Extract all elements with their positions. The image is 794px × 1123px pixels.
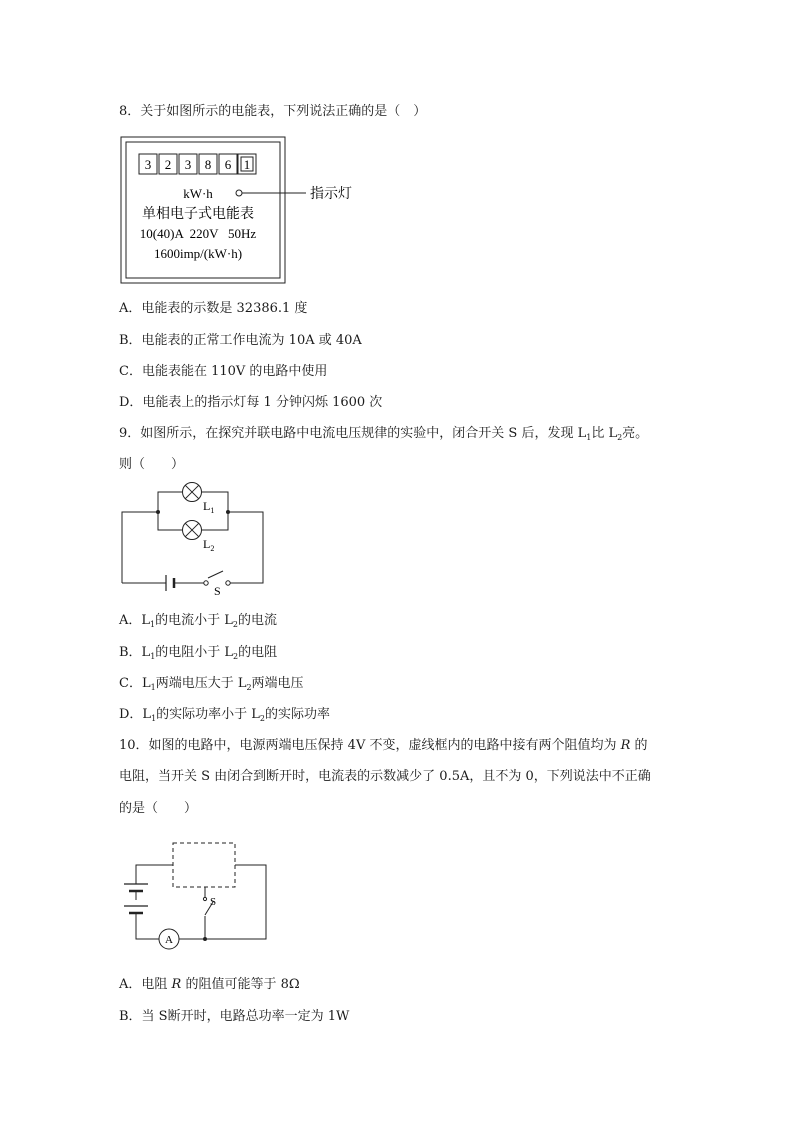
parallel-circuit-figure [118, 480, 268, 600]
meter-name: 单相电子式电能表 [142, 207, 254, 222]
meter-digit: 6 [224, 157, 232, 172]
q8-option-d: D．电能表上的指示灯每 1 分钟闪烁 1600 次 [119, 395, 383, 410]
lamp-l1-label: $L_1$ [203, 499, 215, 515]
meter-digit: 3 [184, 157, 192, 172]
q8-option-b: B．电能表的正常工作电流为 10A 或 40A [119, 333, 362, 348]
meter-digit: 2 [164, 157, 172, 172]
q9-stem-line2: 则（ ） [119, 457, 185, 472]
indicator-light-icon [236, 190, 242, 196]
meter-constant: 1600imp/(kW·h) [153, 246, 243, 261]
lamp-l2-icon [183, 521, 202, 540]
q9-option-d: D．$L_1$的实际功率小于 $L_2$的实际功率 [119, 707, 331, 723]
q9-option-a: A．$L_1$的电流小于 $L_2$的电流 [119, 613, 277, 629]
meter-digit-decimal: 1 [243, 157, 251, 172]
q10-stem-line2: 电阻，当开关 S 由闭合到断开时，电流表的示数减少了 0.5A，且不为 0，下列说法中不正确 [119, 769, 651, 784]
q10-option-a: A．电阻 R 的阻值可能等于 8Ω [119, 977, 300, 992]
q8-option-c: C．电能表能在 110V 的电路中使用 [119, 364, 328, 379]
q8-option-a: A．电能表的示数是 32386.1 度 [119, 301, 308, 316]
meter-unit: kW·h [183, 186, 213, 201]
ammeter-label: A [165, 934, 173, 946]
switch-contact [203, 897, 206, 900]
meter-digit: 8 [204, 157, 212, 172]
ammeter-circuit-figure [118, 838, 273, 953]
meter-digit: 3 [144, 157, 152, 172]
switch-label: S [210, 896, 217, 908]
q10-stem-line3: 的是（ ） [119, 801, 198, 816]
lamp-l2-label: $L_2$ [203, 537, 215, 553]
battery-icon [166, 575, 174, 591]
battery-icon [124, 884, 148, 922]
lamp-l1-icon [183, 483, 202, 502]
q8-stem: 8．关于如图所示的电能表，下列说法正确的是（ ） [119, 104, 427, 119]
dashed-box [173, 843, 235, 887]
meter-digit-row [139, 154, 256, 174]
electric-meter-figure [118, 134, 368, 286]
q9-stem: 9．如图所示，在探究并联电路中电流电压规律的实验中，闭合开关 S 后，发现 $L_1$比 $L_2$亮。 [119, 426, 649, 442]
indicator-label: 指示灯 [310, 187, 352, 202]
q10-option-b: B．当 S断开时，电路总功率一定为 1W [119, 1009, 350, 1024]
q10-stem-line1: 10．如图的电路中，电源两端电压保持 4V 不变，虚线框内的电路中接有两个阻值均为 R 的 [119, 738, 648, 753]
switch-label: S [214, 584, 221, 598]
q9-option-b: B．$L_1$的电阻小于 $L_2$的电阻 [119, 645, 278, 661]
q9-option-c: C．$L_1$两端电压大于 $L_2$两端电压 [119, 676, 304, 692]
meter-rating: 10(40)A 220V 50Hz [139, 226, 257, 241]
